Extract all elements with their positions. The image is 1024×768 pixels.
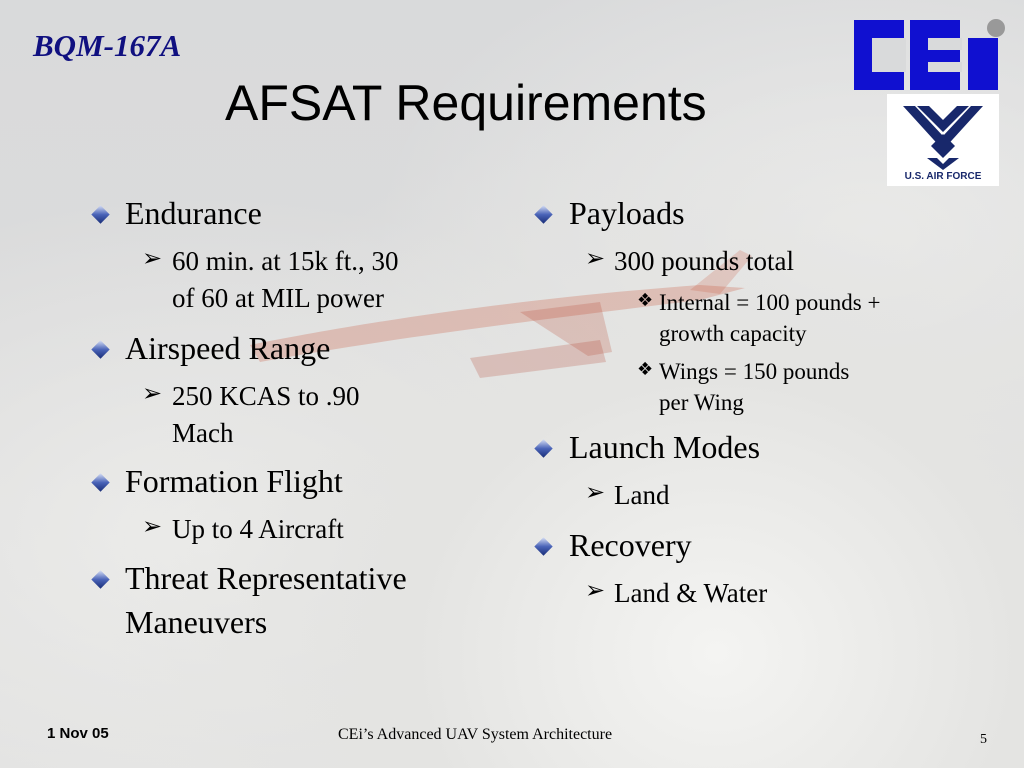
bullet-formation-flight: Formation Flight bbox=[125, 463, 343, 499]
arrowhead-bullet-icon: ➢ bbox=[142, 512, 163, 540]
arrowhead-bullet-icon: ➢ bbox=[142, 379, 163, 407]
four-diamond-bullet-icon: ❖ bbox=[637, 359, 654, 380]
bullet-airspeed-detail-line2: Mach bbox=[172, 418, 234, 448]
bullet-internal-line2: growth capacity bbox=[659, 321, 807, 346]
bullet-recovery: Recovery bbox=[569, 527, 692, 563]
footer-center-text: CEi’s Advanced UAV System Architecture bbox=[338, 726, 613, 743]
bullet-formation-detail: Up to 4 Aircraft bbox=[172, 514, 344, 544]
bullet-endurance: Endurance bbox=[125, 195, 262, 231]
bullet-launch-modes: Launch Modes bbox=[569, 429, 761, 465]
bullet-wings-line1: Wings = 150 pounds bbox=[659, 359, 850, 384]
bullet-launch-detail: Land bbox=[614, 480, 670, 510]
bullet-payloads: Payloads bbox=[569, 195, 685, 231]
air-force-logo-caption: U.S. AIR FORCE bbox=[904, 171, 982, 182]
bullet-airspeed-range: Airspeed Range bbox=[125, 330, 331, 366]
bullet-recovery-detail: Land & Water bbox=[614, 578, 768, 608]
air-force-logo bbox=[887, 94, 999, 186]
footer-date: 1 Nov 05 bbox=[47, 725, 109, 742]
bullet-wings-line2: per Wing bbox=[659, 390, 744, 415]
slide-number: 5 bbox=[980, 732, 987, 747]
arrowhead-bullet-icon: ➢ bbox=[585, 478, 606, 506]
bullet-threat-line1: Threat Representative bbox=[125, 560, 407, 596]
bullet-endurance-detail-line2: of 60 at MIL power bbox=[172, 283, 384, 313]
cei-logo bbox=[852, 18, 1010, 92]
four-diamond-bullet-icon: ❖ bbox=[637, 290, 654, 311]
bullet-payloads-detail: 300 pounds total bbox=[614, 246, 794, 276]
arrowhead-bullet-icon: ➢ bbox=[142, 244, 163, 272]
arrowhead-bullet-icon: ➢ bbox=[585, 576, 606, 604]
slide-subtitle: BQM-167A bbox=[33, 28, 182, 63]
bullet-endurance-detail-line1: 60 min. at 15k ft., 30 bbox=[172, 246, 399, 276]
bullet-airspeed-detail-line1: 250 KCAS to .90 bbox=[172, 381, 360, 411]
bullet-threat-line2: Maneuvers bbox=[125, 604, 268, 640]
arrowhead-bullet-icon: ➢ bbox=[585, 244, 606, 272]
slide-title: AFSAT Requirements bbox=[225, 75, 707, 131]
bullet-internal-line1: Internal = 100 pounds + bbox=[659, 290, 881, 315]
